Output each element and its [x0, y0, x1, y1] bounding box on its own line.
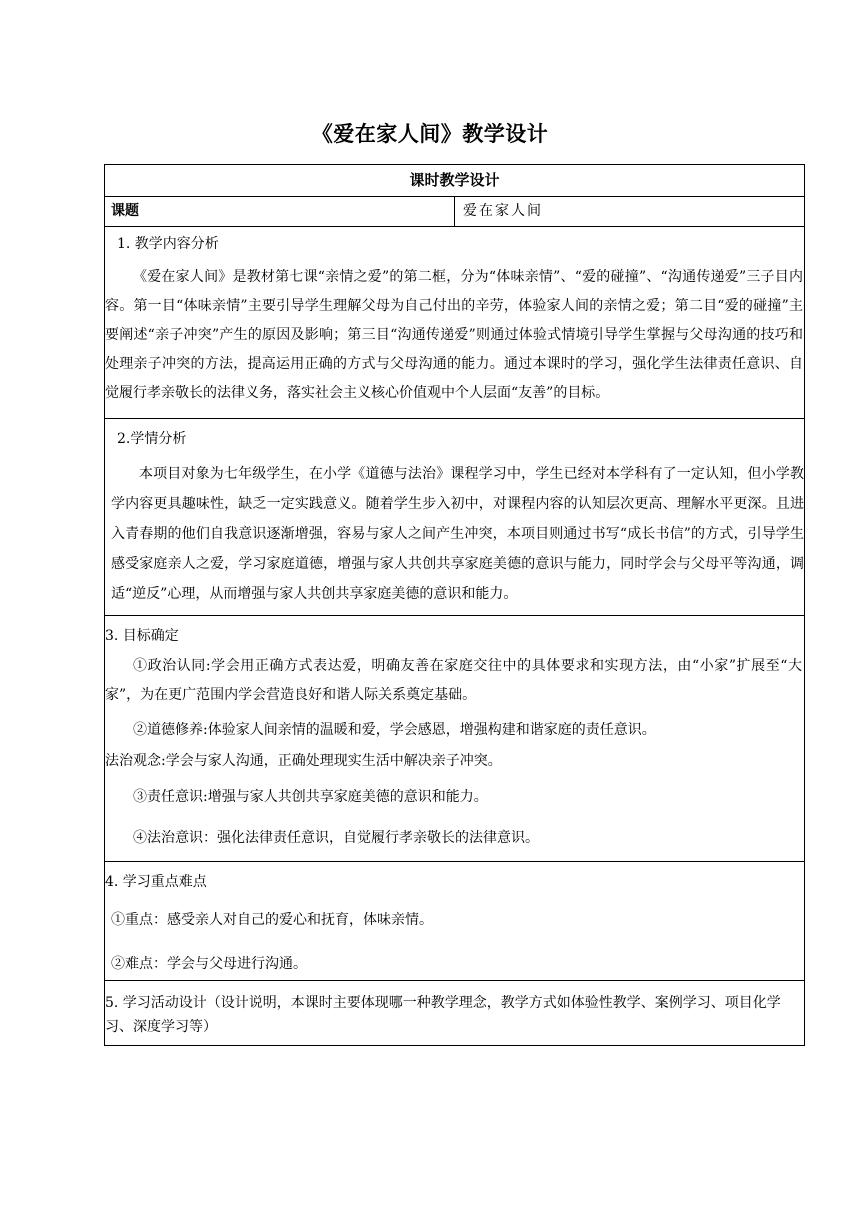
objective-political: ①政治认同:学会用正确方式表达爱，明确友善在家庭交往中的具体要求和实现方法，由“小家”扩展至“大家”，为在更广范围内学会营造良好和谐人际关系奠定基础。: [105, 658, 802, 703]
learner-analysis-heading: 2.学情分析: [117, 431, 187, 447]
objectives-heading: 3. 目标确定: [105, 628, 179, 644]
content-analysis-heading: 1. 教学内容分析: [117, 236, 219, 252]
document-title: 《爱在家人间》教学设计: [311, 122, 549, 146]
key-points-cell: [105, 862, 805, 981]
learner-analysis-text: 本项目对象为七年级学生，在小学《道德与法治》课程学习中，学生已经对本学科有了一定认知，但小学教学内容更具趣味性，缺乏一定实践意义。随着学生步入初中，对课程内容的认知层次更高、理解水平更深。且进入青春期的他们自我意识逐渐增强，容易与家人之间产生冲突，本项目则通过书写“成长书信”的方式，引导学生感受家庭亲人之爱，学习家庭道德，增强与家人共创共享家庭美德的意识与能力，同时学会与父母平等沟通，调适“逆反”心理，从而增强与家人共创共享家庭美德的意识和能力。: [111, 466, 804, 602]
learner-analysis-cell: [105, 419, 805, 616]
lesson-design-table: [104, 164, 805, 1046]
objective-moral: ②道德修养:体验家人间亲情的温暖和爱，学会感恩，增强构建和谐家庭的责任意识。: [133, 722, 656, 738]
activity-design-cell: [105, 981, 805, 1046]
objective-legal-awareness: ④法治意识：强化法律责任意识，自觉履行孝亲敬长的法律意识。: [133, 830, 539, 846]
content-analysis-text: 《爱在家人间》是教材第七课“亲情之爱”的第二框，分为“体味亲情”、“爱的碰撞”、“沟通传递爱”三子目内容。第一目“体味亲情”主要引导学生理解父母为自己付出的辛劳，体验家人间的亲情之爱；第二目“爱的碰撞”主要阐述“亲子冲突”产生的原因及影响；第三目“沟通传递爱”则通过体验式情境引导学生掌握与父母沟通的技巧和处理亲子冲突的方法，提高运用正确的方式与父母沟通的能力。通过本课时的学习，强化学生法律责任意识、自觉履行孝亲敬长的法律义务，落实社会主义核心价值观中个人层面“友善”的目标。: [105, 269, 803, 401]
topic-value: 爱在家人间: [455, 197, 805, 227]
table-header: 课时教学设计: [105, 165, 805, 197]
activity-design-heading: 5. 学习活动设计（设计说明，本课时主要体现哪一种教学理念，教学方式如体验性教学、案例学习、项目化学习、深度学习等）: [105, 995, 781, 1035]
objective-responsibility: ③责任意识:增强与家人共创共享家庭美德的意识和能力。: [133, 789, 488, 805]
key-point: ①重点：感受亲人对自己的爱心和抚育，体味亲情。: [111, 912, 433, 928]
topic-label: 课题: [105, 197, 455, 227]
objectives-cell: [105, 616, 805, 862]
difficult-point: ②难点：学会与父母进行沟通。: [111, 956, 307, 972]
key-points-heading: 4. 学习重点难点: [105, 874, 207, 890]
content-analysis-cell: [105, 227, 805, 419]
objective-law-concept: 法治观念:学会与家人沟通，正确处理现实生活中解决亲子冲突。: [105, 753, 502, 769]
